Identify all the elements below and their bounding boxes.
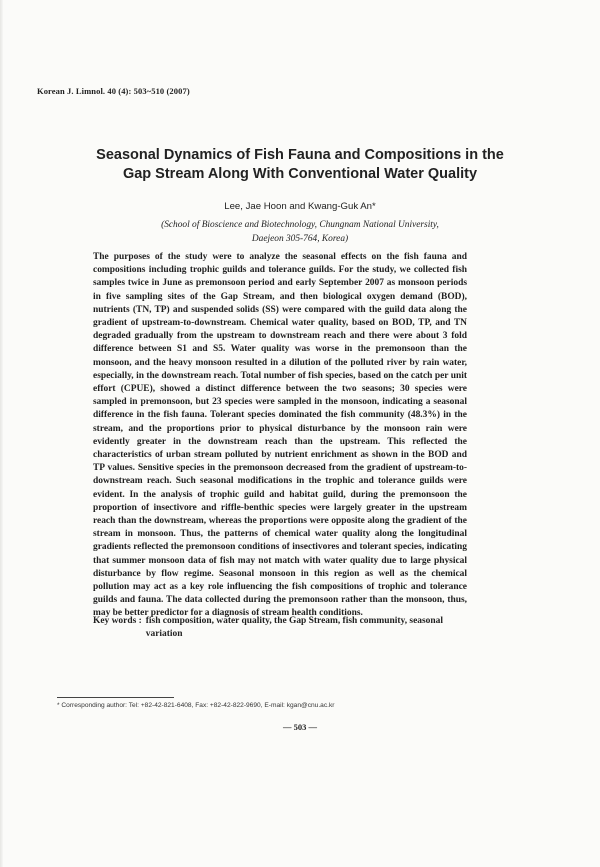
journal-citation: Korean J. Limnol. 40 (4): 503~510 (2007) <box>37 86 190 96</box>
keywords-label: Key words : <box>93 616 142 626</box>
affiliation <box>40 219 560 246</box>
abstract-text: The purposes of the study were to analyze the seasonal effects on the fish fauna and compositions including trophic guilds and tolerance guilds. For the study, we collected fish samples twice in June as premonsoon period and early September 2007 as monsoon periods in five sampling sites of the Gap Stream, and then biological oxygen demand (BOD), nutrients (TN, TP) and suspended solids (SS) were compared with the guild data along the gradient of upstream-to-downstream. Chemical water quality, based on BOD, TP, and TN degraded gradually from the upstream to downstream reach and there were about 3 fold difference between S1 and S5. Water quality was worse in the premonsoon than the monsoon, and the heavy monsoon resulted in a dilution of the polluted river by rain water, especially, in the downstream reach. Total number of fish species, based on the catch per unit effort (CPUE), showed a distinct difference between the two seasons; 30 species were sampled in premonsoon, but 23 species were sampled in the monsoon, indicating a seasonal difference in the fish fauna. Tolerant species dominated the fish community (48.3%) in the stream, and the proportions prior to physical disturbance by the monsoon rain were evidently greater in the downstream reach than the upstream. This reflected the characteristics of urban stream polluted by nutrient enrichment as shown in the BOD and TP values. Sensitive species in the premonsoon decreased from the gradient of upstream-to-downstream reach. Such seasonal modifications in the trophic and tolerance guilds were evident. In the analysis of trophic guild and habitat guild, during the premonsoon the proportion of insectivore and riffle-benthic species were largely greater in the upstream reach than the downstream, whereas the proportions were opposite along the gradient of the stream in monsoon. Thus, the patterns of chemical water quality along the longitudinal gradients reflected the premonsoon conditions of insectivores and tolerant species, indicating that summer monsoon data of fish may not match with water quality due to large physical disturbance by flow regime. Seasonal monsoon in this region as well as the chemical pollution may act as a key role influencing the fish compositions of trophic and tolerance guilds and fauna. The data collected during the premonsoon rather than the monsoon, thus, may be better predictor for a diagnosis of stream health conditions. <box>93 252 467 619</box>
footnote-divider <box>57 697 174 698</box>
author-list: Lee, Jae Hoon and Kwang-Guk An* <box>224 201 376 212</box>
affiliation-line-2: Daejeon 305-764, Korea) <box>251 233 349 244</box>
affiliation-line-1: (School of Bioscience and Biotechnology, Chungnam National University, <box>161 220 439 230</box>
page-number: — 503 — <box>283 722 317 732</box>
corresponding-author-footnote: * Corresponding author: Tel: +82-42-821-6408, Fax: +82-42-822-9690, E-mail: kgan@cnu.ac.kr <box>57 702 335 709</box>
scan-edge <box>0 0 3 867</box>
article-title <box>40 146 560 184</box>
title-line-2: Gap Stream Along With Conventional Water Quality <box>122 166 478 182</box>
keywords-list: fish composition, water quality, the Gap Stream, fish community, seasonal variation <box>145 616 443 639</box>
keywords-block <box>93 615 467 641</box>
title-line-1: Seasonal Dynamics of Fish Fauna and Compositions in the <box>96 147 504 163</box>
